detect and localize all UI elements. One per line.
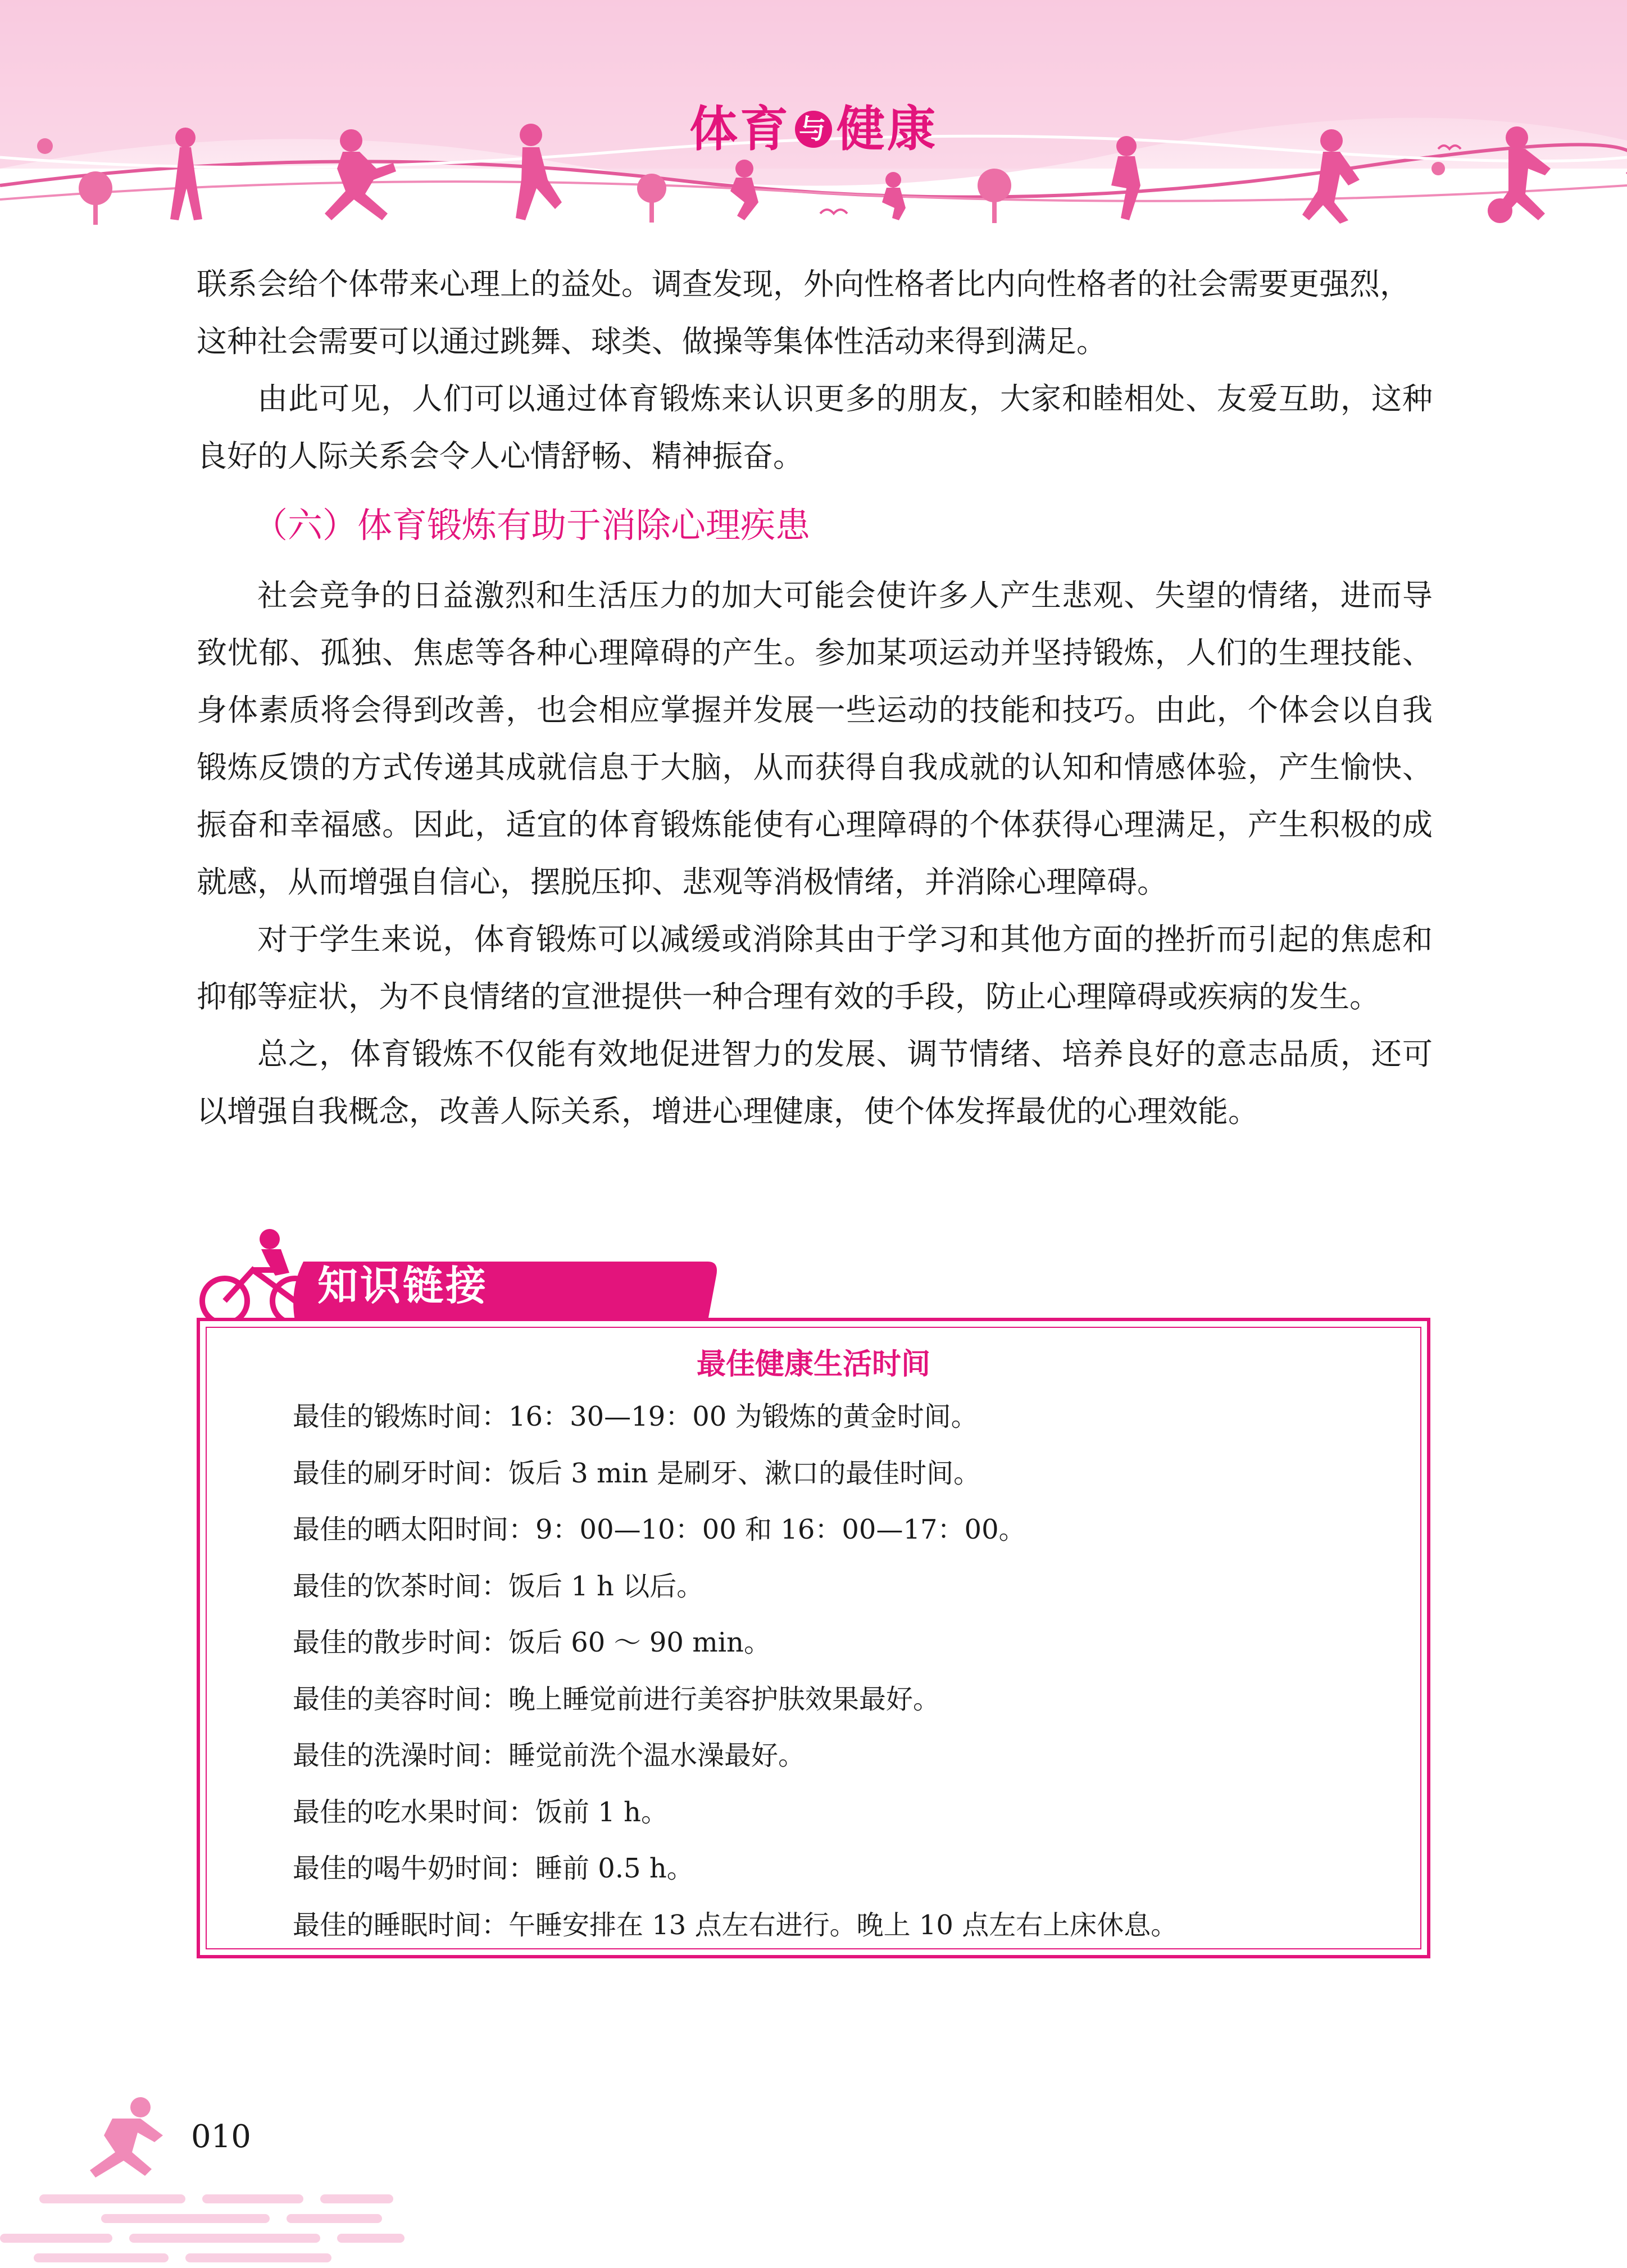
header-title-right: 健康 — [837, 101, 938, 157]
page-number: 010 — [191, 2119, 251, 2155]
list-item: 最佳的吃水果时间：饭前 1 h。 — [293, 1796, 668, 1828]
main-content — [197, 256, 1433, 1140]
paragraph: 总之，体育锻炼不仅能有效地促进智力的发展、调节情绪、培养良好的意志品质，还可以增强自我概念，改善人际关系，增进心理健康，使个体发挥最优的心理效能。 — [197, 1036, 1433, 1129]
list-item: 最佳的饮茶时间：饭后 1 h 以后。 — [293, 1570, 704, 1602]
list-item: 最佳的睡眠时间：午睡安排在 13 点左右进行。晚上 10 点左右上床休息。 — [293, 1909, 1178, 1941]
paragraph-continuation: 联系会给个体带来心理上的益处。调查发现，外向性格者比内向性格者的社会需要更强烈，这种社会需要可以通过跳舞、球类、做操等集体性活动来得到满足。 — [197, 266, 1410, 359]
runner-icon — [0, 2079, 449, 2266]
knowledge-list — [293, 1389, 1178, 1953]
list-item: 最佳的晒太阳时间：9：00—10：00 和 16：00—17：00。 — [293, 1514, 1026, 1545]
knowledge-box — [197, 1318, 1430, 1958]
list-item: 最佳的喝牛奶时间：睡前 0.5 h。 — [293, 1853, 694, 1884]
header-title — [0, 90, 1627, 160]
list-item: 最佳的锻炼时间：16：30—19：00 为锻炼的黄金时间。 — [293, 1401, 978, 1432]
list-item: 最佳的散步时间：饭后 60 ～ 90 min。 — [293, 1627, 771, 1658]
list-item: 最佳的美容时间：晚上睡觉前进行美容护肤效果最好。 — [293, 1683, 940, 1715]
paragraph: 由此可见，人们可以通过体育锻炼来认识更多的朋友，大家和睦相处、友爱互助，这种良好的人际关系会令人心情舒畅、精神振奋。 — [197, 381, 1433, 474]
paragraph: 社会竞争的日益激烈和生活压力的加大可能会使许多人产生悲观、失望的情绪，进而导致忧郁、孤独、焦虑等各种心理障碍的产生。参加某项运动并坚持锻炼，人们的生理技能、身体素质将会得到改善，也会相应掌握并发展一些运动的技能和技巧。由此，个体会以自我锻炼反馈的方式传递其成就信息于大脑，从而获得自我成就的认知和情感体验，产生愉快、振奋和幸福感。因此，适宜的体育锻炼能使有心理障碍的个体获得心理满足，产生积极的成就感，从而增强自信心，摆脱压抑、悲观等消极情绪，并消除心理障碍。 — [197, 578, 1433, 900]
header-title-left: 体育 — [689, 101, 790, 157]
section-heading: （六）体育锻炼有助于消除心理疾患 — [253, 505, 811, 546]
knowledge-link-title: 知识链接 — [317, 1262, 489, 1309]
knowledge-box-title: 最佳健康生活时间 — [696, 1348, 930, 1381]
list-item: 最佳的洗澡时间：睡觉前洗个温水澡最好。 — [293, 1740, 806, 1771]
header-title-mid: 与 — [795, 111, 832, 148]
list-item: 最佳的刷牙时间：饭后 3 min 是刷牙、漱口的最佳时间。 — [293, 1457, 981, 1489]
page-header-banner — [0, 0, 1627, 236]
footer-decoration — [0, 2079, 449, 2266]
paragraph: 对于学生来说，体育锻炼可以减缓或消除其由于学习和其他方面的挫折而引起的焦虑和抑郁等症状，为不良情绪的宣泄提供一种合理有效的手段，防止心理障碍或疾病的发生。 — [197, 922, 1433, 1014]
